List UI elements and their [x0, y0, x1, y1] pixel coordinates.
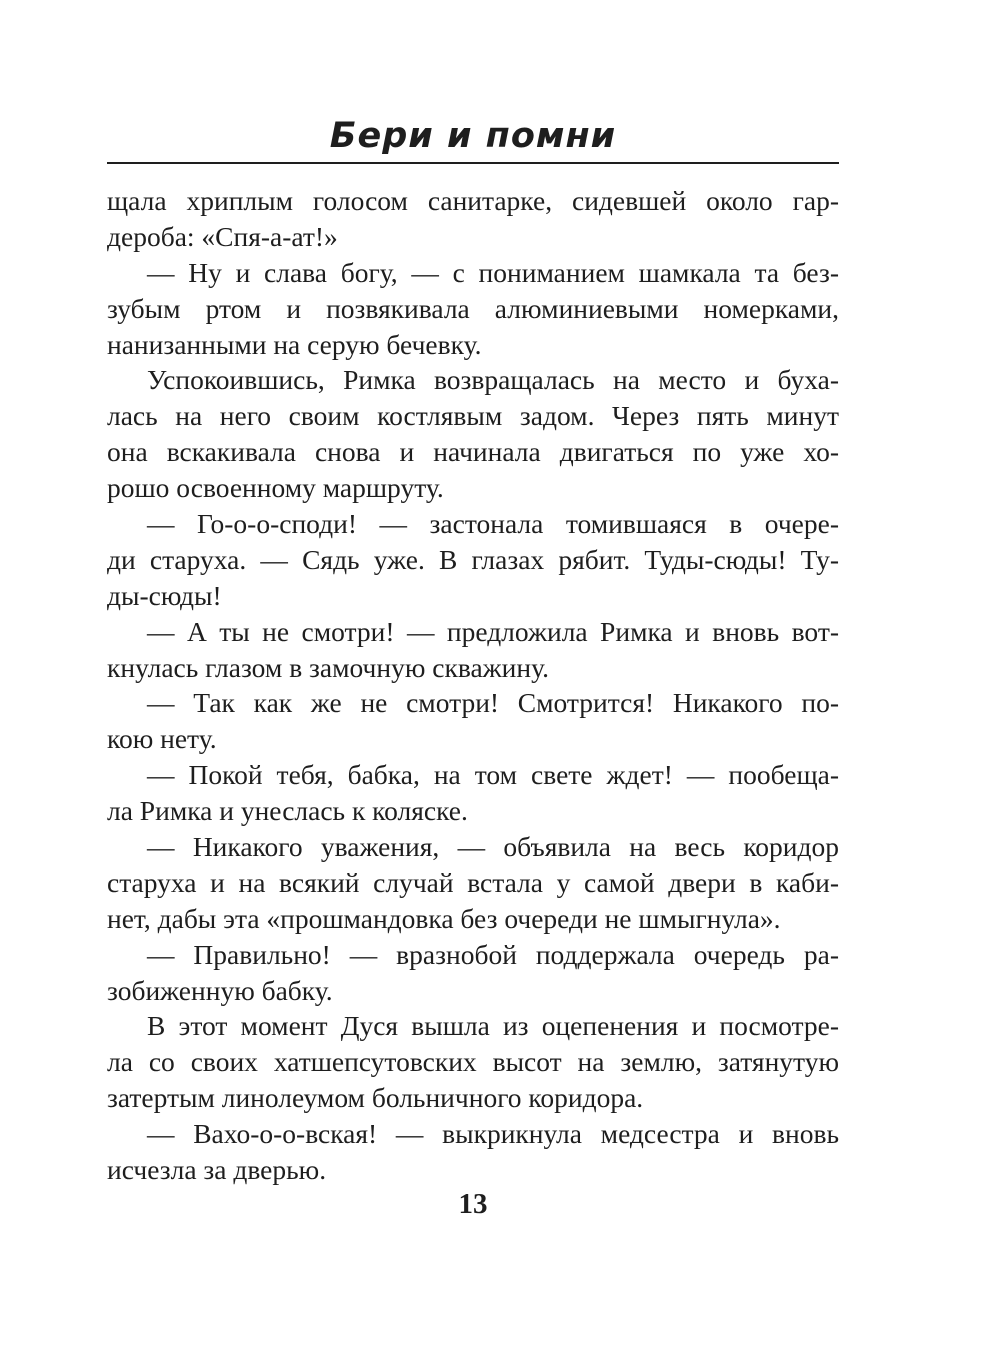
text-line: кою нету.	[107, 723, 217, 755]
page-number: 13	[458, 1188, 488, 1220]
text-line: — Вахо-о-о-вская! — выкрикнула медсестра и вновь	[147, 1118, 839, 1150]
text-line: она вскакивала снова и начинала двигаться по уже хо-	[107, 436, 839, 468]
text-line: — А ты не смотри! — предложила Римка и вновь вот-	[147, 615, 839, 647]
text-line: ла со своих хатшепсутовских высот на землю, затянутую	[107, 1046, 839, 1078]
running-title: Бери и помни	[329, 116, 617, 156]
text-line: — Го-о-о-споди! — застонала томившаяся в очере-	[147, 508, 839, 540]
text-line: ди старуха. — Сядь уже. В глазах рябит. Туды-сюды! Ту-	[107, 543, 839, 575]
text-line: — Правильно! — вразнобой поддержала очередь ра-	[147, 938, 839, 970]
text-line: лась на него своим костлявым задом. Через пять минут	[107, 400, 839, 432]
text-line: ла Римка и унеслась к коляске.	[107, 795, 468, 827]
page-header	[107, 110, 839, 164]
body-text	[107, 183, 839, 1188]
text-line: — Покой тебя, бабка, на том свете ждет! — пообеща-	[147, 759, 839, 791]
text-line: — Так как же не смотри! Смотрится! Никакого по-	[147, 687, 839, 719]
text-line: исчезла за дверью.	[107, 1154, 327, 1186]
text-line: нанизанными на серую бечевку.	[107, 328, 482, 360]
text-line: — Никакого уважения, — объявила на весь коридор	[147, 831, 839, 863]
text-line: Успокоившись, Римка возвращалась на место и буха-	[147, 364, 839, 396]
text-line: ды-сюды!	[107, 579, 222, 611]
text-line: зубым ртом и позвякивала алюминиевыми номерками,	[107, 292, 839, 324]
text-line: рошо освоенному маршруту.	[107, 472, 444, 504]
text-line: щала хриплым голосом санитарке, сидевшей около гар-	[107, 185, 839, 216]
text-line: кнулась глазом в замочную скважину.	[107, 651, 549, 683]
text-line: затертым линолеумом больничного коридора.	[107, 1082, 644, 1114]
text-line: — Ну и слава богу, — с пониманием шамкала та без-	[147, 256, 839, 288]
text-line: зобиженную бабку.	[107, 974, 333, 1006]
text-line: В этот момент Дуся вышла из оцепенения и посмотре-	[147, 1010, 839, 1042]
text-line: старуха и на всякий случай встала у самой двери в каби-	[107, 866, 839, 898]
text-line: нет, дабы эта «прошмандовка без очереди не шмыгнула».	[107, 902, 781, 934]
text-line: дероба: «Спя-а-ат!»	[107, 220, 338, 252]
